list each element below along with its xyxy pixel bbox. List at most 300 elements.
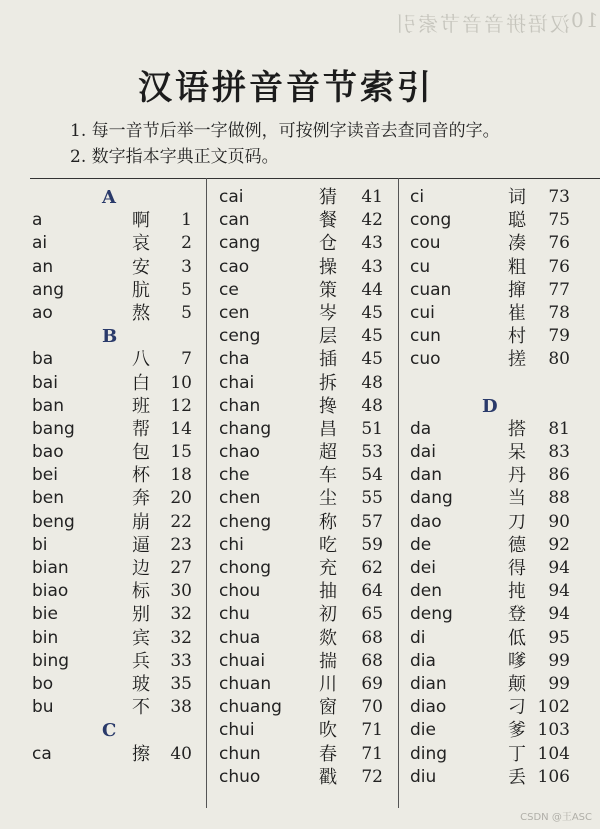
pinyin-syllable: bi xyxy=(32,534,48,555)
pinyin-syllable: chong xyxy=(219,558,272,578)
page-number: 42 xyxy=(361,210,383,231)
page-number: 88 xyxy=(548,488,570,509)
example-character: 操 xyxy=(319,256,337,278)
page-number: 10 xyxy=(170,372,192,393)
syllable-entry xyxy=(410,186,570,209)
page-number: 32 xyxy=(170,627,192,648)
page-number: 64 xyxy=(361,581,383,602)
example-character: 得 xyxy=(508,558,526,579)
page-number: 33 xyxy=(170,650,192,671)
page-number: 79 xyxy=(548,326,570,347)
pinyin-syllable: dao xyxy=(410,511,442,532)
pinyin-syllable: beng xyxy=(32,511,75,532)
pinyin-syllable: dei xyxy=(410,558,436,578)
pinyin-syllable: cen xyxy=(219,302,250,323)
page-number: 75 xyxy=(548,210,570,231)
pinyin-syllable: deng xyxy=(410,604,453,625)
example-character: 低 xyxy=(508,627,526,649)
blank-row xyxy=(410,372,570,395)
pinyin-syllable: bu xyxy=(32,697,54,718)
pinyin-syllable: chan xyxy=(219,395,261,416)
page-number: 35 xyxy=(170,673,192,694)
syllable-entry xyxy=(410,418,570,441)
example-character: 标 xyxy=(132,581,150,603)
page-number: 15 xyxy=(170,442,192,463)
syllable-entry xyxy=(32,743,192,766)
pinyin-syllable: bie xyxy=(32,604,58,625)
syllable-entry xyxy=(219,696,383,719)
page-number: 70 xyxy=(361,697,383,718)
example-character: 昌 xyxy=(319,418,337,440)
pinyin-syllable: ca xyxy=(32,743,52,764)
syllable-entry xyxy=(32,348,192,371)
syllable-entry xyxy=(219,743,383,766)
example-character: 餐 xyxy=(319,210,337,232)
page-number: 41 xyxy=(361,187,383,207)
example-character: 欻 xyxy=(319,627,337,649)
page-number: 5 xyxy=(181,279,192,300)
example-character: 春 xyxy=(319,743,337,765)
page-number: 14 xyxy=(170,418,192,439)
syllable-entry xyxy=(219,719,383,742)
pinyin-syllable: cong xyxy=(410,210,452,231)
example-character: 扽 xyxy=(508,581,526,603)
pinyin-syllable: dia xyxy=(410,650,436,671)
usage-notes xyxy=(70,118,500,170)
pinyin-syllable: cheng xyxy=(219,511,272,532)
pinyin-syllable: cao xyxy=(219,256,250,277)
example-character: 杯 xyxy=(132,465,150,487)
example-character: 边 xyxy=(132,558,150,579)
pinyin-syllable: dang xyxy=(410,488,453,509)
page-number: 43 xyxy=(361,233,383,254)
page-number: 3 xyxy=(181,256,192,277)
example-character: 充 xyxy=(319,558,337,579)
page-number: 5 xyxy=(181,302,192,323)
page-number: 95 xyxy=(548,627,570,648)
pinyin-syllable: cai xyxy=(219,187,244,207)
example-character: 帮 xyxy=(132,418,150,440)
syllable-entry xyxy=(32,395,192,418)
example-character: 逼 xyxy=(132,534,150,556)
example-character: 兵 xyxy=(132,650,150,672)
pinyin-syllable: chao xyxy=(219,442,260,463)
syllable-entry xyxy=(219,603,383,626)
pinyin-syllable: chua xyxy=(219,627,261,648)
pinyin-syllable: ce xyxy=(219,279,239,300)
page-number: 7 xyxy=(181,349,192,370)
page-number: 18 xyxy=(170,465,192,486)
syllable-entry xyxy=(219,627,383,650)
pinyin-syllable: den xyxy=(410,581,443,602)
syllable-entry xyxy=(219,580,383,603)
pinyin-syllable: chuo xyxy=(219,766,261,787)
page-number: 55 xyxy=(361,488,383,509)
example-character: 八 xyxy=(132,349,150,371)
example-character: 德 xyxy=(508,534,526,556)
syllable-entry xyxy=(219,256,383,279)
pinyin-syllable: bo xyxy=(32,673,54,694)
syllable-entry xyxy=(32,464,192,487)
pinyin-syllable: ai xyxy=(32,233,48,254)
pinyin-syllable: chen xyxy=(219,488,261,509)
example-character: 不 xyxy=(132,697,150,719)
syllable-entry xyxy=(32,534,192,557)
example-character: 别 xyxy=(132,604,150,626)
syllable-entry xyxy=(32,418,192,441)
example-character: 拆 xyxy=(319,372,337,394)
syllable-entry xyxy=(410,464,570,487)
example-character: 策 xyxy=(319,279,337,301)
page-number: 65 xyxy=(361,604,383,625)
pinyin-syllable: chui xyxy=(219,720,255,741)
pinyin-syllable: ba xyxy=(32,349,54,370)
example-character: 丹 xyxy=(508,465,526,487)
syllable-entry xyxy=(410,673,570,696)
example-character: 称 xyxy=(319,511,337,533)
syllable-entry xyxy=(219,279,383,302)
syllable-entry xyxy=(219,372,383,395)
page-number: 68 xyxy=(361,650,383,671)
page-number: 68 xyxy=(361,627,383,648)
page-number: 53 xyxy=(361,442,383,463)
page-number: 99 xyxy=(548,650,570,671)
example-character: 村 xyxy=(508,326,526,348)
syllable-entry xyxy=(219,441,383,464)
pinyin-syllable: chuai xyxy=(219,650,266,671)
section-heading xyxy=(410,395,570,418)
pinyin-syllable: bai xyxy=(32,372,58,393)
example-character: 安 xyxy=(132,256,150,278)
syllable-entry xyxy=(410,256,570,279)
syllable-entry xyxy=(219,325,383,348)
example-character: 玻 xyxy=(132,673,150,695)
page-number: 71 xyxy=(361,720,383,741)
example-character: 插 xyxy=(319,349,337,371)
example-character: 班 xyxy=(132,395,150,417)
pinyin-syllable: cuan xyxy=(410,279,452,300)
page-number: 80 xyxy=(548,349,570,370)
example-character: 崩 xyxy=(132,511,150,533)
page-number: 40 xyxy=(170,743,192,764)
pinyin-syllable: chu xyxy=(219,604,250,625)
example-character: 当 xyxy=(508,488,526,510)
syllable-entry xyxy=(410,232,570,255)
example-character: 登 xyxy=(508,604,526,626)
page-number: 51 xyxy=(361,418,383,439)
example-character: 刁 xyxy=(508,697,526,719)
pinyin-syllable: ding xyxy=(410,743,448,764)
example-character: 搀 xyxy=(319,395,337,417)
example-character: 嗲 xyxy=(508,650,526,672)
page-number: 94 xyxy=(548,604,570,625)
syllable-entry xyxy=(410,325,570,348)
syllable-entry xyxy=(410,580,570,603)
page-number: 48 xyxy=(361,372,383,393)
index-column-2 xyxy=(219,186,383,789)
example-character: 擦 xyxy=(132,743,150,765)
section-heading xyxy=(32,186,192,209)
syllable-entry xyxy=(410,557,570,580)
pinyin-syllable: bin xyxy=(32,627,59,648)
example-character: 刀 xyxy=(508,511,526,533)
page-number: 92 xyxy=(548,534,570,555)
pinyin-syllable: dian xyxy=(410,673,447,694)
example-character: 川 xyxy=(319,673,337,695)
page-number: 81 xyxy=(548,418,570,439)
syllable-entry xyxy=(410,441,570,464)
note-2: 2. 数字指本字典正文页码。 xyxy=(70,147,279,167)
example-character: 尘 xyxy=(319,488,337,510)
page-number: 94 xyxy=(548,558,570,578)
page-number: 22 xyxy=(170,511,192,532)
section-heading xyxy=(32,325,192,348)
example-character: 呆 xyxy=(508,442,526,464)
pinyin-syllable: cui xyxy=(410,302,435,323)
pinyin-syllable: dai xyxy=(410,442,436,463)
example-character: 奔 xyxy=(132,488,150,510)
example-character: 词 xyxy=(508,187,526,208)
syllable-entry xyxy=(410,487,570,510)
pinyin-syllable: diu xyxy=(410,766,437,787)
page-number: 45 xyxy=(361,326,383,347)
syllable-entry xyxy=(219,232,383,255)
syllable-entry xyxy=(410,719,570,742)
syllable-entry xyxy=(32,279,192,302)
section-letter: C xyxy=(102,720,117,742)
syllable-entry xyxy=(410,302,570,325)
syllable-entry xyxy=(32,441,192,464)
example-character: 初 xyxy=(319,604,337,626)
syllable-entry xyxy=(32,256,192,279)
page-number: 94 xyxy=(548,581,570,602)
index-column-1 xyxy=(32,186,192,766)
pinyin-syllable: cha xyxy=(219,349,250,370)
syllable-entry xyxy=(219,348,383,371)
column-divider-2 xyxy=(398,178,399,808)
pinyin-syllable: bing xyxy=(32,650,70,671)
pinyin-syllable: ci xyxy=(410,187,425,207)
section-letter: B xyxy=(102,326,118,348)
syllable-entry xyxy=(32,603,192,626)
pinyin-syllable: diao xyxy=(410,697,447,718)
pinyin-syllable: chou xyxy=(219,581,261,602)
example-character: 崔 xyxy=(508,302,526,324)
page-number: 43 xyxy=(361,256,383,277)
page-number: 78 xyxy=(548,302,570,323)
page-number: 32 xyxy=(170,604,192,625)
example-character: 车 xyxy=(319,465,337,487)
example-character: 猜 xyxy=(319,187,337,208)
page-number: 69 xyxy=(361,673,383,694)
page-number: 103 xyxy=(537,720,570,741)
syllable-entry xyxy=(32,302,192,325)
syllable-entry xyxy=(410,650,570,673)
pinyin-syllable: chuang xyxy=(219,697,282,718)
syllable-entry xyxy=(410,603,570,626)
syllable-entry xyxy=(410,279,570,302)
example-character: 宾 xyxy=(132,627,150,649)
syllable-entry xyxy=(219,557,383,580)
pinyin-syllable: bei xyxy=(32,465,58,486)
syllable-entry xyxy=(219,302,383,325)
page-number: 86 xyxy=(548,465,570,486)
example-character: 层 xyxy=(319,326,337,348)
example-character: 撺 xyxy=(508,279,526,301)
page-number: 73 xyxy=(548,187,570,207)
syllable-entry xyxy=(410,766,570,789)
page-number: 83 xyxy=(548,442,570,463)
example-character: 丁 xyxy=(508,743,526,765)
syllable-entry xyxy=(219,418,383,441)
bleed-header-text: 汉语拼音音节索引 xyxy=(394,12,570,36)
page-number: 71 xyxy=(361,743,383,764)
page-number: 106 xyxy=(537,766,570,787)
watermark: CSDN @王ASC xyxy=(520,812,592,823)
page-number: 102 xyxy=(537,697,570,718)
syllable-entry xyxy=(219,766,383,789)
pinyin-syllable: ao xyxy=(32,302,53,323)
syllable-entry xyxy=(32,487,192,510)
pinyin-syllable: cuo xyxy=(410,349,441,370)
syllable-entry xyxy=(219,673,383,696)
example-character: 搓 xyxy=(508,349,526,371)
syllable-entry xyxy=(410,627,570,650)
example-character: 爹 xyxy=(508,720,526,742)
pinyin-syllable: chun xyxy=(219,743,261,764)
pinyin-syllable: cu xyxy=(410,256,431,277)
pinyin-syllable: bao xyxy=(32,442,64,463)
pinyin-syllable: die xyxy=(410,720,436,741)
example-character: 吃 xyxy=(319,534,337,556)
index-column-3 xyxy=(410,186,570,789)
syllable-entry xyxy=(219,464,383,487)
example-character: 包 xyxy=(132,442,150,464)
pinyin-syllable: chi xyxy=(219,534,244,555)
section-letter: D xyxy=(482,395,498,417)
pinyin-syllable: chang xyxy=(219,418,272,439)
example-character: 肮 xyxy=(132,279,150,301)
page-number: 45 xyxy=(361,302,383,323)
example-character: 熬 xyxy=(132,302,150,324)
header-rule xyxy=(30,178,600,179)
example-character: 抽 xyxy=(319,581,337,603)
pinyin-syllable: chuan xyxy=(219,673,272,694)
example-character: 超 xyxy=(319,442,337,464)
syllable-entry xyxy=(410,534,570,557)
example-character: 哀 xyxy=(132,233,150,255)
syllable-entry xyxy=(32,372,192,395)
pinyin-syllable: chai xyxy=(219,372,255,393)
page-number: 99 xyxy=(548,673,570,694)
page-number: 54 xyxy=(361,465,383,486)
page-number: 20 xyxy=(170,488,192,509)
pinyin-syllable: de xyxy=(410,534,432,555)
syllable-entry xyxy=(219,209,383,232)
syllable-entry xyxy=(410,696,570,719)
example-character: 凑 xyxy=(508,233,526,255)
page-number: 59 xyxy=(361,534,383,555)
note-1: 1. 每一音节后举一字做例，可按例字读音去查同音的字。 xyxy=(70,121,500,141)
pinyin-syllable: dan xyxy=(410,465,442,486)
section-heading xyxy=(32,719,192,742)
syllable-entry xyxy=(219,487,383,510)
syllable-entry xyxy=(219,395,383,418)
page-number: 23 xyxy=(170,534,192,555)
syllable-entry xyxy=(219,534,383,557)
pinyin-syllable: che xyxy=(219,465,250,486)
syllable-entry xyxy=(32,209,192,232)
section-letter: A xyxy=(102,187,116,208)
example-character: 岑 xyxy=(319,302,337,324)
page-number: 45 xyxy=(361,349,383,370)
example-character: 粗 xyxy=(508,256,526,278)
page-number: 27 xyxy=(170,558,192,578)
pinyin-syllable: ben xyxy=(32,488,65,509)
page-number: 57 xyxy=(361,511,383,532)
page-number: 12 xyxy=(170,395,192,416)
example-character: 吹 xyxy=(319,720,337,742)
syllable-entry xyxy=(410,743,570,766)
syllable-entry xyxy=(219,511,383,534)
example-character: 戳 xyxy=(319,766,337,788)
example-character: 搭 xyxy=(508,418,526,440)
page-number: 2 xyxy=(181,233,192,254)
pinyin-syllable: cang xyxy=(219,233,261,254)
page-number: 90 xyxy=(548,511,570,532)
syllable-entry xyxy=(32,232,192,255)
page-title: 汉语拼音音节索引 xyxy=(138,68,434,108)
pinyin-syllable: ang xyxy=(32,279,64,300)
page-number: 76 xyxy=(548,233,570,254)
syllable-entry xyxy=(32,627,192,650)
page-number: 38 xyxy=(170,697,192,718)
pinyin-syllable: da xyxy=(410,418,432,439)
example-character: 颠 xyxy=(508,673,526,695)
syllable-entry xyxy=(32,673,192,696)
column-divider-1 xyxy=(206,178,207,808)
page-number: 104 xyxy=(537,743,570,764)
syllable-entry xyxy=(410,209,570,232)
example-character: 白 xyxy=(132,372,150,394)
pinyin-syllable: a xyxy=(32,210,43,231)
syllable-entry xyxy=(410,348,570,371)
pinyin-syllable: can xyxy=(219,210,250,231)
example-character: 窗 xyxy=(319,697,337,719)
pinyin-syllable: an xyxy=(32,256,54,277)
page-number: 72 xyxy=(361,766,383,787)
page-number: 77 xyxy=(548,279,570,300)
page-number: 30 xyxy=(170,581,192,602)
pinyin-syllable: cun xyxy=(410,326,441,347)
syllable-entry xyxy=(219,650,383,673)
pinyin-syllable: bang xyxy=(32,418,75,439)
example-character: 仓 xyxy=(319,233,337,255)
example-character: 啊 xyxy=(132,210,150,232)
syllable-entry xyxy=(219,186,383,209)
example-character: 揣 xyxy=(319,650,337,672)
pinyin-syllable: ceng xyxy=(219,326,261,347)
syllable-entry xyxy=(32,650,192,673)
syllable-entry xyxy=(32,696,192,719)
page-number: 1 xyxy=(181,210,192,231)
syllable-entry xyxy=(32,511,192,534)
pinyin-syllable: ban xyxy=(32,395,64,416)
page-number: 76 xyxy=(548,256,570,277)
pinyin-syllable: cou xyxy=(410,233,441,254)
example-character: 丢 xyxy=(508,766,526,788)
pinyin-syllable: di xyxy=(410,627,426,648)
